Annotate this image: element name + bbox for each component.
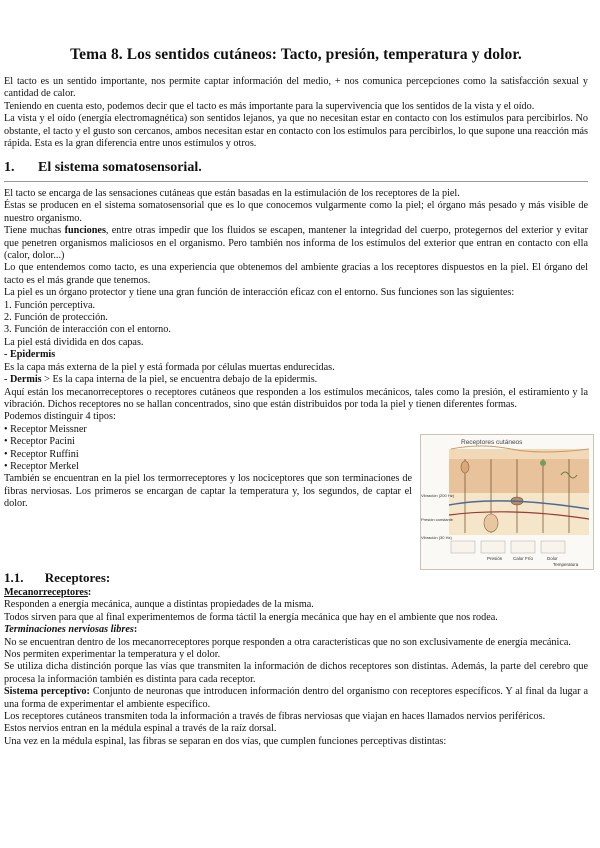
paragraph: Una vez en la médula espinal, las fibras se separan en dos vías, que cumplen funciones perceptivas distintas: (4, 735, 447, 747)
paragraph (4, 374, 588, 386)
figure-label: Presión (487, 556, 503, 561)
figure-label: Dolor (547, 556, 558, 561)
paragraph: La piel está dividida en dos capas. (4, 336, 144, 348)
figure-label: Calor (513, 556, 524, 561)
text: , entre otras impedir que los fluidos se escapen, mantener la integridad del cuerpo, protegernos del exterior y evitar que penetren organismos maliciosos en el organismo. Pero también nos informa de los estímulos del exterior que entran en contacto con ella (calor, dolor...) (4, 225, 588, 262)
section-heading (4, 160, 202, 176)
list-item: 3. Función de interacción con el entorno. (4, 324, 171, 336)
paragraph: Los receptores cutáneos transmiten toda la información a través de fibras nerviosas que viajan en haces llamados nervios periféricos. (4, 711, 546, 723)
figure-title: Receptores cutáneos (461, 439, 523, 446)
intro (4, 76, 588, 150)
text: Conjunto de neuronas que introducen información dentro del organismo con receptores específicos. Y al final da lugar a una forma de experimentar el ambiente específico. (4, 686, 588, 710)
paragraph: También se encuentran en la piel los termorreceptores y los nociceptores que son terminaciones de fibras nerviosas. Los primeros se encargan de captar la temperatura y, los segundos, de captar el dolor. (4, 473, 412, 510)
section11-body (4, 587, 588, 748)
list-item: • Receptor Pacini (4, 436, 75, 448)
figure-label: Presión constante (421, 517, 454, 522)
list-item: • Receptor Ruffini (4, 448, 79, 460)
label-epidermis: - Epidermis (4, 349, 56, 361)
intro-paragraph: El tacto es un sentido importante, nos permite captar información del medio, + nos comunica percepciones como la satisfacción sexual y cantidad de calor. (4, 76, 588, 100)
paragraph: Éstas se producen en el sistema somatosensorial que es lo que conocemos vulgarmente como la piel; el órgano más pesado y más visible de nuestro organismo. (4, 200, 588, 224)
section-number: 1. (4, 160, 15, 175)
label-mecanorreceptores: Mecanorreceptores: (4, 587, 92, 598)
intro-paragraph: Teniendo en cuenta esto, podemos decir que el tacto es más importante para la supervivencia que los sentidos de la vista y el oído. (4, 100, 535, 112)
list-item: 2. Función de protección. (4, 312, 108, 324)
paragraph: La piel es un órgano protector y tiene una gran función de interacción eficaz con el entorno. Sus funciones son las siguientes: (4, 287, 515, 299)
subsection-number: 1.1. (4, 570, 24, 585)
paragraph: Nos permiten experimentar la temperatura y el dolor. (4, 649, 221, 661)
keyword-funciones: funciones (64, 225, 106, 237)
skin-diagram (421, 435, 593, 569)
figure-label: Vibración (30 Hz) (421, 535, 452, 540)
list-item: • Receptor Merkel (4, 460, 79, 472)
figure-label: Vibración (200 Hz) (421, 493, 455, 498)
paragraph: Aquí están los mecanorreceptores o receptores cutáneos que responden a los estímulos mecánicos, tales como la presión, el estiramiento y la vibración. Dichos receptores no se hallan concentrados, sino que están distribuidos por toda la piel y tienen diferentes formas. (4, 386, 588, 410)
figure-label: Temperatura (553, 562, 579, 567)
figure-label: Frío (525, 556, 534, 561)
subsection-title: Receptores: (44, 570, 111, 585)
subsection-heading (4, 570, 110, 586)
list-item: • Receptor Meissner (4, 423, 87, 435)
paragraph (4, 686, 588, 711)
paragraph: Es la capa más externa de la piel y está formada por células muertas endurecidas. (4, 361, 335, 373)
paragraph: Se utiliza dicha distinción porque las vías que transmiten la información de dichos receptores son distintas. Además, la parte del cerebro que procesa la información también es distinta para cada receptor. (4, 661, 588, 685)
text: > Es la capa interna de la piel, se encuentra debajo de la epidermis. (41, 374, 318, 386)
paragraph (4, 225, 588, 262)
paragraph: Podemos distinguir 4 tipos: (4, 411, 116, 423)
intro-paragraph: La vista y el oído (energía electromagnética) son sentidos lejanos, ya que no necesitan estar en contacto con los estímulos para percibirlos. No obstante, el tacto y el gusto son cercanos, ambos necesitan estar en contacto con los estímulos para percibirlos, lo que supone una reacción más rápida. Esta es la gran diferencia entre unos estímulos y otros. (4, 113, 588, 150)
label-terminaciones: Terminaciones nerviosas libres: (4, 624, 138, 636)
paragraph: No se encuentran dentro de los mecanorreceptores porque responden a otra características que no son exclusivamente de energía mecánica. (4, 636, 571, 648)
paragraph: El tacto se encarga de las sensaciones cutáneas que están basadas en la estimulación de los receptores de la piel. (4, 188, 460, 199)
text: Tiene muchas (4, 225, 65, 237)
page-title: Tema 8. Los sentidos cutáneos: Tacto, presión, temperatura y dolor. (70, 46, 522, 63)
paragraph: Todos sirven para que al final experimentemos de forma táctil la energía mecánica que hay en el ambiente que nos rodea. (4, 611, 498, 623)
list-item: 1. Función perceptiva. (4, 299, 96, 311)
paragraph: Responden a energía mecánica, aunque a distintas propiedades de la misma. (4, 599, 314, 611)
paragraph: Lo que entendemos como tacto, es una experiencia que obtenemos del ambiente gracias a los receptores dispuestos en la piel. El órgano del tacto es el más grande que tenemos. (4, 262, 588, 286)
label-dermis: - Dermis (4, 374, 42, 386)
paragraph: Estos nervios entran en la médula espinal a través de la raíz dorsal. (4, 723, 277, 735)
label-sistema-perceptivo: Sistema perceptivo: (4, 686, 90, 698)
section-divider (4, 181, 588, 182)
skin-receptors-figure (420, 434, 594, 570)
section-title: El sistema somatosensorial. (38, 160, 202, 175)
